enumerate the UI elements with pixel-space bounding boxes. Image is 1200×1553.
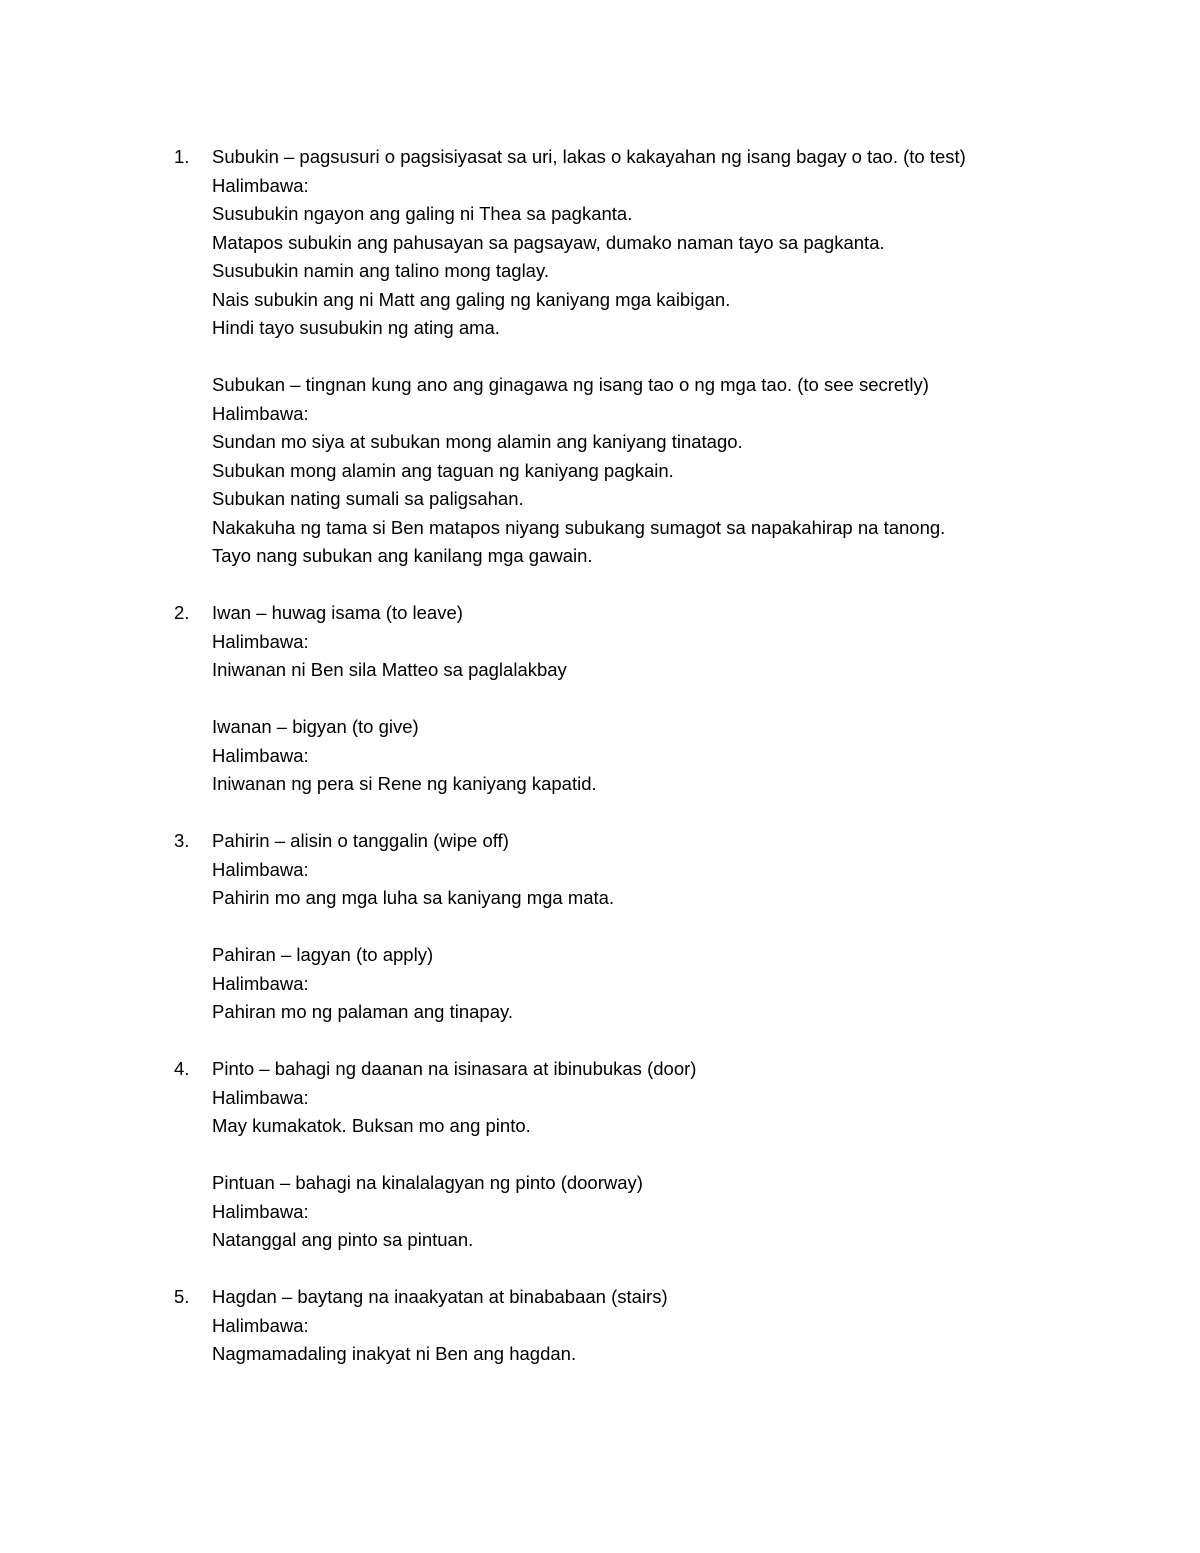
list-item (174, 827, 1074, 1027)
list-number: 5. (174, 1286, 190, 1307)
word-definition: Pinto – bahagi ng daanan na isinasara at ibinubukas (door) (212, 1058, 697, 1079)
example-sentence: Subukan nating sumali sa paligsahan. (212, 488, 524, 509)
example-sentence: Susubukin namin ang talino mong taglay. (212, 260, 549, 281)
example-sentence: Subukan mong alamin ang taguan ng kaniyang pagkain. (212, 459, 674, 481)
example-sentence: Nagmamadaling inakyat ni Ben ang hagdan. (212, 1343, 577, 1364)
example-sentence: Pahirin mo ang mga luha sa kaniyang mga mata. (212, 887, 615, 908)
example-label: Halimbawa: (212, 858, 309, 880)
word-definition: Iwanan – bigyan (to give) (212, 716, 419, 737)
example-label: Halimbawa: (212, 402, 309, 424)
example-sentence: Hindi tayo susubukin ng ating ama. (212, 317, 500, 338)
word-entry (212, 599, 1074, 685)
word-entry (212, 713, 1074, 799)
word-definition: Pahiran – lagyan (to apply) (212, 944, 434, 965)
list-number: 1. (174, 146, 190, 167)
example-sentence: Iniwanan ni Ben sila Matteo sa paglalakbay (212, 659, 567, 680)
example-label: Halimbawa: (212, 1314, 309, 1336)
word-definition: Pahirin – alisin o tanggalin (wipe off) (212, 830, 509, 851)
word-definition: Iwan – huwag isama (to leave) (212, 602, 463, 623)
example-sentence: Iniwanan ng pera si Rene ng kaniyang kapatid. (212, 773, 597, 794)
example-label: Halimbawa: (212, 744, 309, 766)
list-item (174, 599, 1074, 799)
example-label: Halimbawa: (212, 174, 309, 196)
word-entry (212, 1055, 1074, 1141)
list-item (174, 1283, 1074, 1369)
example-sentence: Susubukin ngayon ang galing ni Thea sa pagkanta. (212, 203, 633, 224)
list-item (174, 1055, 1074, 1255)
word-definition: Subukan – tingnan kung ano ang ginagawa ng isang tao o ng mga tao. (to see secretly) (212, 374, 929, 395)
word-entry (212, 827, 1074, 913)
example-label: Halimbawa: (212, 1086, 309, 1108)
example-sentence: Matapos subukin ang pahusayan sa pagsayaw, dumako naman tayo sa pagkanta. (212, 231, 885, 253)
word-entry (212, 143, 1074, 343)
example-sentence: May kumakatok. Buksan mo ang pinto. (212, 1115, 531, 1136)
list-number: 2. (174, 602, 190, 623)
word-definition: Subukin – pagsusuri o pagsisiyasat sa uri, lakas o kakayahan ng isang bagay o tao. (to test) (212, 146, 966, 167)
example-sentence: Sundan mo siya at subukan mong alamin ang kaniyang tinatago. (212, 431, 743, 452)
list-number: 4. (174, 1058, 190, 1079)
list-item (174, 143, 1074, 571)
example-sentence: Tayo nang subukan ang kanilang mga gawain. (212, 545, 593, 566)
word-entry (212, 941, 1074, 1027)
word-definition: Hagdan – baytang na inaakyatan at binababaan (stairs) (212, 1286, 668, 1307)
example-sentence: Natanggal ang pinto sa pintuan. (212, 1229, 474, 1250)
list-number: 3. (174, 830, 190, 851)
word-list (174, 143, 1074, 1369)
example-label: Halimbawa: (212, 1200, 309, 1222)
word-entry (212, 371, 1074, 571)
example-sentence: Nakakuha ng tama si Ben matapos niyang subukang sumagot sa napakahirap na tanong. (212, 516, 946, 538)
word-entry (212, 1283, 1074, 1369)
example-sentence: Pahiran mo ng palaman ang tinapay. (212, 1001, 513, 1022)
word-definition: Pintuan – bahagi na kinalalagyan ng pinto (doorway) (212, 1172, 643, 1193)
example-sentence: Nais subukin ang ni Matt ang galing ng kaniyang mga kaibigan. (212, 288, 731, 310)
example-label: Halimbawa: (212, 972, 309, 994)
example-label: Halimbawa: (212, 630, 309, 652)
word-entry (212, 1169, 1074, 1255)
